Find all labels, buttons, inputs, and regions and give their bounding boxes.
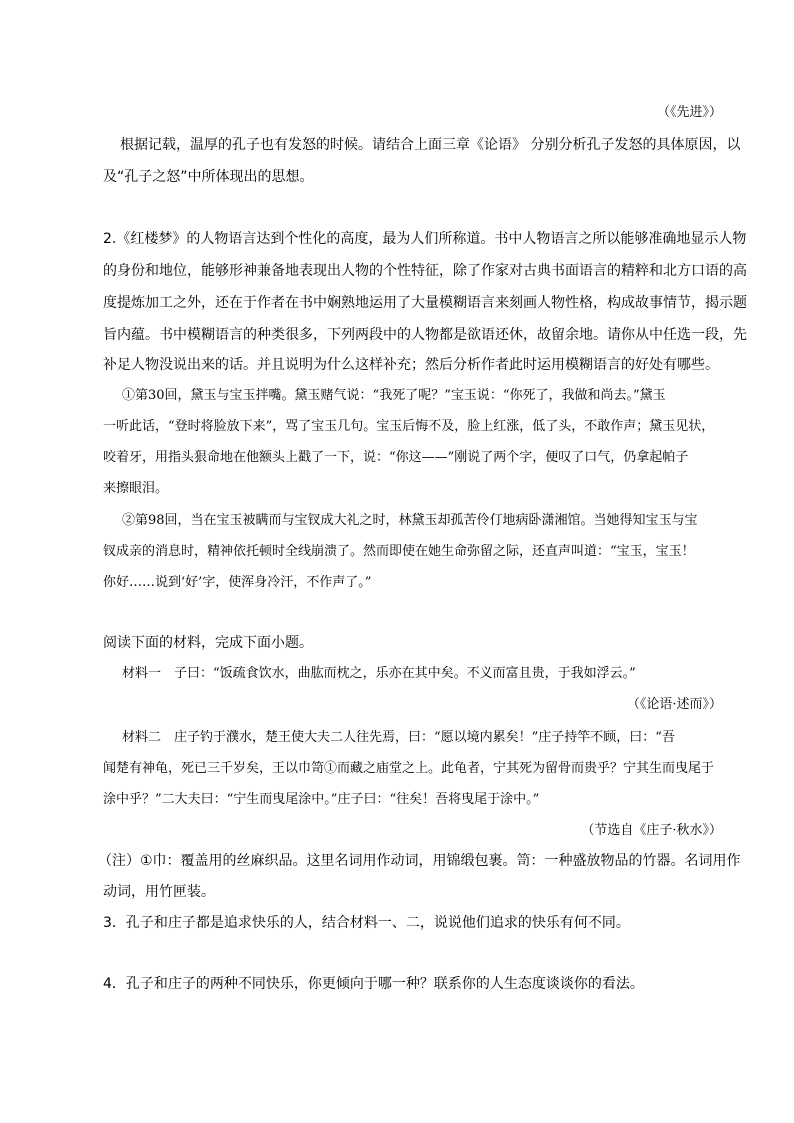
excerpt1-line-3: 咬着牙，用指头狠命地在他额头上戳了一下，说：“你这——”刚说了两个字，便叹了口气，仍拿起帕子 xyxy=(103,450,689,465)
q1-line-1: 根据记载，温厚的孔子也有发怒的时候。请结合上面三章《论语》 分别分析孔子发怒的具体原因，以 xyxy=(120,137,741,153)
q2-line-4: 旨内蕴。书中模糊语言的种类很多，下列两段中的人物都是欲语还休，故留余地。请你从中任选一段，先 xyxy=(103,327,747,343)
excerpt2-line-2: 钗成亲的消息时，精神依托顿时全线崩溃了。然而即使在她生命弥留之际，还直声叫道：“宝玉，宝玉！ xyxy=(103,544,695,559)
excerpt2-line-3: 你好……说到‘好’字，使浑身冷汗，不作声了。” xyxy=(103,575,372,590)
q2-line-5: 补足人物没说出来的话。并且说明为什么这样补充；然后分析作者此时运用模糊语言的好处有哪些。 xyxy=(103,357,719,373)
question-3: 3．孔子和庄子都是追求快乐的人，结合材料一、二，说说他们追求的快乐有何不同。 xyxy=(103,915,630,931)
excerpt1-line-1: ①第30回，黛玉与宝玉拌嘴。黛玉赌气说：“我死了呢？”宝玉说：“你死了，我做和尚去。”黛玉 xyxy=(122,388,666,403)
q2-line-2: 的身份和地位，能够形神兼备地表现出人物的个性特征，除了作家对古典书面语言的精粹和北方口语的高 xyxy=(103,263,747,279)
note-line-1: （注）①巾：覆盖用的丝麻织品。这里名词用作动词，用锦缎包裹。笥：一种盛放物品的竹器。名词用作 xyxy=(98,853,741,869)
excerpt1-line-4: 来擦眼泪。 xyxy=(103,481,169,496)
note-line-2: 动词，用竹匣装。 xyxy=(103,884,215,900)
material2-line-2: 闻楚有神龟，死已三千岁矣，王以巾笥①而藏之庙堂之上。此龟者，宁其死为留骨而贵乎？宁其生而曳尾于 xyxy=(103,761,715,776)
reading-instruction: 阅读下面的材料，完成下面小题。 xyxy=(103,635,313,651)
material2-line-1: 材料二 庄子钓于濮水，楚王使大夫二人往先焉，曰：“愿以境内累矣！”庄子持竿不顾，曰：“吾 xyxy=(122,730,675,745)
q2-line-3: 度提炼加工之外，还在于作者在书中娴熟地运用了大量模糊语言来刻画人物性格，构成故事情节，揭示题 xyxy=(103,295,747,311)
q1-line-2: 及“孔子之怒”中所体现出的思想。 xyxy=(103,169,314,185)
q2-line-1: 2.《红楼梦》的人物语言达到个性化的高度，最为人们所称道。书中人物语言之所以能够准确地显示人物 xyxy=(103,231,747,247)
excerpt1-line-2: 一听此话，“登时将脸放下来”，骂了宝玉几句。宝玉后悔不及，脸上红涨，低了头，不敢作声；黛玉见状， xyxy=(103,419,715,434)
question-4: 4．孔子和庄子的两种不同快乐，你更倾向于哪一种？联系你的人生态度谈谈你的看法。 xyxy=(103,976,644,992)
excerpt2-line-1: ②第98回，当在宝玉被瞒而与宝钗成大礼之时，林黛玉却孤苦伶仃地病卧潇湘馆。当她得知宝玉与宝 xyxy=(122,513,698,528)
citation-qiushui: （节选自《庄子·秋水》） xyxy=(581,823,722,838)
citation-xianjin: （《先进》） xyxy=(656,105,722,120)
material-1: 材料一 子曰：“饭疏食饮水，曲肱而枕之，乐亦在其中矣。不义而富且贵，于我如浮云。” xyxy=(122,666,636,681)
citation-shuer: （《论语·述而》） xyxy=(626,697,722,712)
material2-line-3: 涂中乎？”二大夫曰：“宁生而曳尾涂中。”庄子曰：“往矣！吾将曳尾于涂中。” xyxy=(103,792,540,807)
